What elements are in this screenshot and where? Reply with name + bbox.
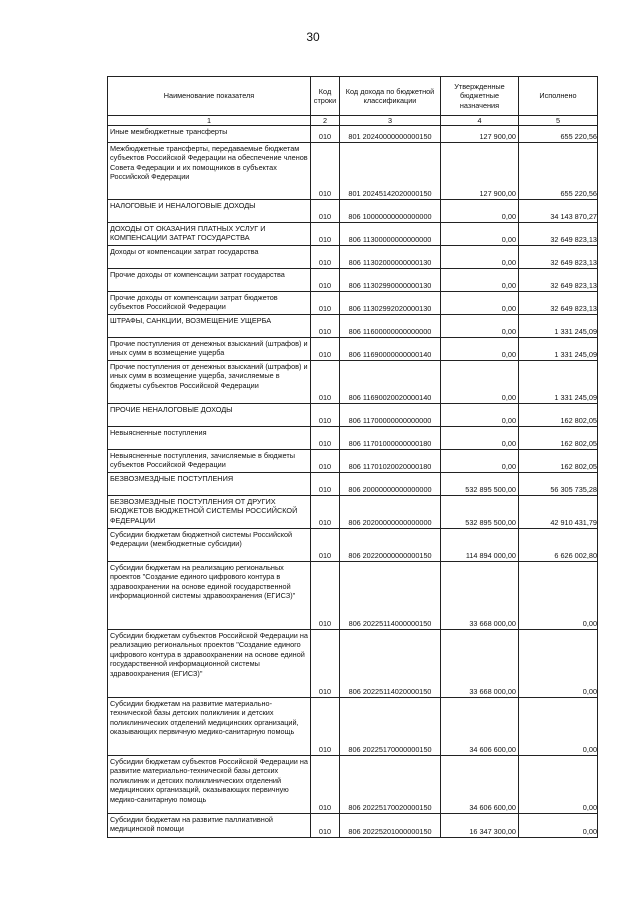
table-row: [108, 427, 598, 450]
executed-amount: 0,00: [519, 814, 598, 838]
executed-amount: 162 802,05: [519, 427, 598, 450]
table-row: [108, 473, 598, 496]
approved-amount: 532 895 500,00: [441, 473, 519, 496]
table-row: [108, 361, 598, 404]
executed-amount: 34 143 870,27: [519, 200, 598, 223]
approved-amount: 33 668 000,00: [441, 562, 519, 630]
line-code: 010: [311, 269, 340, 292]
table-row: [108, 756, 598, 814]
table-body: [108, 126, 598, 838]
approved-amount: 0,00: [441, 361, 519, 404]
table-row: [108, 450, 598, 473]
column-number: 3: [340, 116, 441, 126]
approved-amount: 33 668 000,00: [441, 630, 519, 698]
header-code: Код строки: [311, 77, 340, 116]
revenue-classification-code: 806 11300000000000000: [340, 223, 441, 246]
table-row: [108, 562, 598, 630]
indicator-name: Субсидии бюджетам на реализацию региональных проектов "Создание единого цифрового контура в здравоохранении на основе единой государственной информационной системы здравоохранения (ЕГИСЗ)": [108, 562, 311, 630]
approved-amount: 127 900,00: [441, 126, 519, 143]
indicator-name: Субсидии бюджетам бюджетной системы Российской Федерации (межбюджетные субсидии): [108, 529, 311, 562]
line-code: 010: [311, 200, 340, 223]
indicator-name: Межбюджетные трансферты, передаваемые бюджетам субъектов Российской Федерации на обеспечение членов Совета Федерации и их помощников в субъектах Российской Федерации: [108, 143, 311, 200]
executed-amount: 1 331 245,09: [519, 338, 598, 361]
table-row: [108, 200, 598, 223]
approved-amount: 34 606 600,00: [441, 698, 519, 756]
executed-amount: 56 305 735,28: [519, 473, 598, 496]
table-row: [108, 338, 598, 361]
revenue-classification-code: 806 20225170020000150: [340, 756, 441, 814]
table-row: [108, 315, 598, 338]
table-row: [108, 529, 598, 562]
revenue-report-table: [107, 76, 598, 838]
indicator-name: Невыясненные поступления: [108, 427, 311, 450]
approved-amount: 0,00: [441, 223, 519, 246]
revenue-classification-code: 806 20200000000000000: [340, 496, 441, 529]
table-row: [108, 143, 598, 200]
indicator-name: БЕЗВОЗМЕЗДНЫЕ ПОСТУПЛЕНИЯ: [108, 473, 311, 496]
revenue-classification-code: 806 11690000000000140: [340, 338, 441, 361]
line-code: 010: [311, 361, 340, 404]
indicator-name: НАЛОГОВЫЕ И НЕНАЛОГОВЫЕ ДОХОДЫ: [108, 200, 311, 223]
table-row: [108, 292, 598, 315]
revenue-classification-code: 806 10000000000000000: [340, 200, 441, 223]
approved-amount: 0,00: [441, 450, 519, 473]
executed-amount: 655 220,56: [519, 126, 598, 143]
approved-amount: 0,00: [441, 269, 519, 292]
revenue-classification-code: 806 20225114000000150: [340, 562, 441, 630]
indicator-name: Прочие поступления от денежных взысканий (штрафов) и иных сумм в возмещение ущерба, зачисляемые в бюджеты субъектов Российской Федерации: [108, 361, 311, 404]
executed-amount: 162 802,05: [519, 450, 598, 473]
column-number: 1: [108, 116, 311, 126]
revenue-classification-code: 806 11600000000000000: [340, 315, 441, 338]
line-code: 010: [311, 292, 340, 315]
column-number: 5: [519, 116, 598, 126]
indicator-name: Субсидии бюджетам субъектов Российской Федерации на реализацию региональных проектов "Создание единого цифрового контура в здравоохранении на основе единой государственной информационной системы здравоохранения (ЕГИСЗ)": [108, 630, 311, 698]
indicator-name: БЕЗВОЗМЕЗДНЫЕ ПОСТУПЛЕНИЯ ОТ ДРУГИХ БЮДЖЕТОВ БЮДЖЕТНОЙ СИСТЕМЫ РОССИЙСКОЙ ФЕДЕРАЦИИ: [108, 496, 311, 529]
executed-amount: 0,00: [519, 698, 598, 756]
executed-amount: 655 220,56: [519, 143, 598, 200]
line-code: 010: [311, 698, 340, 756]
approved-amount: 0,00: [441, 292, 519, 315]
approved-amount: 34 606 600,00: [441, 756, 519, 814]
line-code: 010: [311, 562, 340, 630]
indicator-name: Субсидии бюджетам на развитие материально-технической базы детских поликлиник и детских поликлинических отделений медицинских организаций, оказывающих первичную медико-санитарную помощь: [108, 698, 311, 756]
line-code: 010: [311, 126, 340, 143]
executed-amount: 1 331 245,09: [519, 315, 598, 338]
indicator-name: ПРОЧИЕ НЕНАЛОГОВЫЕ ДОХОДЫ: [108, 404, 311, 427]
indicator-name: Субсидии бюджетам субъектов Российской Федерации на развитие материально-технической базы детских поликлиник и детских поликлинических отделений медицинских организаций, оказывающих первичную медико-санитарную помощь: [108, 756, 311, 814]
approved-amount: 114 894 000,00: [441, 529, 519, 562]
indicator-name: Доходы от компенсации затрат государства: [108, 246, 311, 269]
line-code: 010: [311, 473, 340, 496]
revenue-classification-code: 806 11700000000000000: [340, 404, 441, 427]
column-number-row: [108, 116, 598, 126]
executed-amount: 32 649 823,13: [519, 292, 598, 315]
line-code: 010: [311, 427, 340, 450]
executed-amount: 0,00: [519, 562, 598, 630]
revenue-classification-code: 806 11302000000000130: [340, 246, 441, 269]
executed-amount: 0,00: [519, 630, 598, 698]
revenue-classification-code: 806 11302990000000130: [340, 269, 441, 292]
indicator-name: ШТРАФЫ, САНКЦИИ, ВОЗМЕЩЕНИЕ УЩЕРБА: [108, 315, 311, 338]
header-approved: Утвержденные бюджетные назначения: [441, 77, 519, 116]
line-code: 010: [311, 630, 340, 698]
table-row: [108, 246, 598, 269]
indicator-name: Субсидии бюджетам на развитие паллиативной медицинской помощи: [108, 814, 311, 838]
revenue-classification-code: 801 20240000000000150: [340, 126, 441, 143]
header-name: Наименование показателя: [108, 77, 311, 116]
table-row: [108, 630, 598, 698]
line-code: 010: [311, 338, 340, 361]
executed-amount: 32 649 823,13: [519, 223, 598, 246]
table-row: [108, 496, 598, 529]
column-number: 2: [311, 116, 340, 126]
indicator-name: Прочие поступления от денежных взысканий (штрафов) и иных сумм в возмещение ущерба: [108, 338, 311, 361]
approved-amount: 532 895 500,00: [441, 496, 519, 529]
indicator-name: Прочие доходы от компенсации затрат бюджетов субъектов Российской Федерации: [108, 292, 311, 315]
line-code: 010: [311, 315, 340, 338]
executed-amount: 0,00: [519, 756, 598, 814]
revenue-classification-code: 806 20225170000000150: [340, 698, 441, 756]
table-row: [108, 223, 598, 246]
approved-amount: 0,00: [441, 338, 519, 361]
line-code: 010: [311, 223, 340, 246]
indicator-name: Прочие доходы от компенсации затрат государства: [108, 269, 311, 292]
approved-amount: 16 347 300,00: [441, 814, 519, 838]
approved-amount: 0,00: [441, 246, 519, 269]
header-executed: Исполнено: [519, 77, 598, 116]
approved-amount: 0,00: [441, 404, 519, 427]
approved-amount: 0,00: [441, 200, 519, 223]
line-code: 010: [311, 246, 340, 269]
page-number: 30: [306, 30, 320, 44]
approved-amount: 0,00: [441, 315, 519, 338]
line-code: 010: [311, 450, 340, 473]
revenue-classification-code: 806 20225201000000150: [340, 814, 441, 838]
revenue-classification-code: 806 20000000000000000: [340, 473, 441, 496]
revenue-classification-code: 806 11701020020000180: [340, 450, 441, 473]
table-row: [108, 698, 598, 756]
executed-amount: 6 626 002,80: [519, 529, 598, 562]
table-header-row: [108, 77, 598, 116]
header-kbk: Код дохода по бюджетной классификации: [340, 77, 441, 116]
table-row: [108, 404, 598, 427]
revenue-classification-code: 806 11701000000000180: [340, 427, 441, 450]
line-code: 010: [311, 814, 340, 838]
table-row: [108, 126, 598, 143]
revenue-classification-code: 806 20225114020000150: [340, 630, 441, 698]
approved-amount: 0,00: [441, 427, 519, 450]
executed-amount: 32 649 823,13: [519, 269, 598, 292]
executed-amount: 42 910 431,79: [519, 496, 598, 529]
executed-amount: 32 649 823,13: [519, 246, 598, 269]
revenue-classification-code: 806 11690020020000140: [340, 361, 441, 404]
indicator-name: Иные межбюджетные трансферты: [108, 126, 311, 143]
approved-amount: 127 900,00: [441, 143, 519, 200]
executed-amount: 162 802,05: [519, 404, 598, 427]
line-code: 010: [311, 143, 340, 200]
column-number: 4: [441, 116, 519, 126]
indicator-name: Невыясненные поступления, зачисляемые в бюджеты субъектов Российской Федерации: [108, 450, 311, 473]
line-code: 010: [311, 529, 340, 562]
executed-amount: 1 331 245,09: [519, 361, 598, 404]
table-row: [108, 814, 598, 838]
line-code: 010: [311, 404, 340, 427]
revenue-classification-code: 806 20220000000000150: [340, 529, 441, 562]
table-row: [108, 269, 598, 292]
revenue-classification-code: 806 11302992020000130: [340, 292, 441, 315]
line-code: 010: [311, 756, 340, 814]
indicator-name: ДОХОДЫ ОТ ОКАЗАНИЯ ПЛАТНЫХ УСЛУГ И КОМПЕНСАЦИИ ЗАТРАТ ГОСУДАРСТВА: [108, 223, 311, 246]
line-code: 010: [311, 496, 340, 529]
revenue-classification-code: 801 20245142020000150: [340, 143, 441, 200]
